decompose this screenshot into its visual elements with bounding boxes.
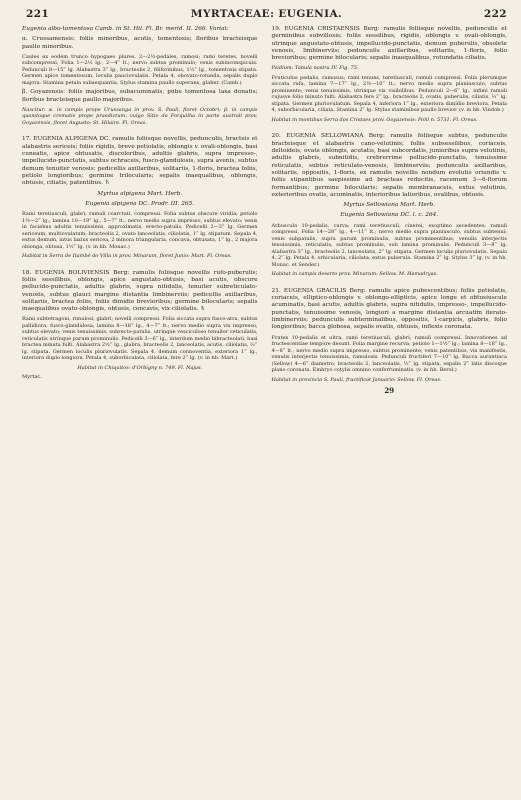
species-20-synonym-1: Myrtus Sellowiana Mart. Herb.	[343, 202, 436, 209]
right-column	[272, 26, 508, 395]
species-20-habitat: Habitat in campis deserto prov. Minarum: Sellow. M. Hamadryas.	[271, 271, 438, 278]
species-20-description: Arbuscula 10-pedalis, curva; rami teretiusculi, cinerei, exoptimo secedentes; ramuli compressi. Folia 14—28‴ lg., 4—11‴ lt.; nervo medio supra planiusculo, subtus subtenui; venis subpatulis, supra parum prominulis, subtus prominentibus; venulis interjectis tenuissimis, reticulatis, subtus prominulis, sub lamina prominulis. Pedunculi 3—8‴ lg. Alabastra 3‴ lg., bracteolis 2, lanceolatis, 2‴ lg. stipata. Germen loculis pluriovulatis. Sepala 4, 2‴ lg. Petala 4, orbicularia, ciliolata, extus puberula. Stamina 2‴ lg. Stylus 3‴ lg. (v. in hb. Monac. et Sender.)	[271, 222, 507, 268]
species-17-synonym-2: Eugenia alpigena DC. Prodr. III. 265.	[85, 200, 195, 207]
variety-alpha: α. Crussamensis: foliis minoribus, acutis, tomentosis; floribus bracteisque paullo minoribus.	[22, 36, 258, 50]
left-page-number: 221	[26, 8, 50, 20]
synonym-line: Eugenia albo-tomentosa Camb. in St. Hil. Fl. Br. merid. II. 266. Variat:	[22, 26, 229, 32]
species-17-diagnosis: 17. EUGENIA ALPIGENA DC. ramulis foliisque novellis, pedunculis, bracteis et alabastris sericeis; foliis rigidis, breve petiolatis, oblongis v. ovali-oblongis, basi cuneatis, apice obtusatis, discoloribus, adultis glabris, supra impresso-, impellucido-punctatis, subtus ochraceis, fusco-glandulosis, supra avenis, subtus demum tenuiter venosis; pedicellis axillaribus, solitariis, 1-floris, bractea foliis, petiolo longioribus; germine trilocularis; sepalis inaequalibus, oblongis, obtusis, ciliatis, patentibus. ♄	[22, 136, 258, 187]
species-18-diagnosis: 18. EUGENIA BOLIVIENSIS Berg: ramulis foliisque novellis rufo-puberulis; foliis sessilibus, oblongis, apice angustato-obtusis, basi acutis, obscure pellucido-punctatis, adultis glabris, supra nitidulis, tenuiter subreticulato-venosis, subtus glauci margine distantia limbinerviis; pedicellis axillaribus, solitariis, bractea foliis, foliis dimidio brevioribus; germine bilocularis; sepalis inaequalibus ovato-oblongis, obtusis, concavis, vix ciliolatis. ♄	[22, 269, 258, 313]
species-19-plate-ref: Psidium: Tabula nostra IV. Fig. 75.	[271, 65, 359, 72]
left-column	[22, 26, 258, 395]
species-21-habitat: Habitat in provincia S. Pauli, fructificat Januario: Sellow. Fl. Oreas.	[271, 376, 442, 383]
species-20-diagnosis: 20. EUGENIA SELLOWIANA Berg: ramulis foliisque subtus, pedunculis bracteisque et alabastris cano-velutinis; foliis subsessilibus, coriaceis, deltoideis, ovate oblongis, acutatis, basi subcordatis, junioribus supra velutinis, adultis glabris, subnitidis, crebrerrime pellucido-punctatis, tenuissime reticulatis, subtus reticulato-venosis, limbinerviis; pedunculis axillaribus, solitariis, oppositis, 1-floris, ex ramulis novellis nondum evolutis oriundis v. foliis stipantibus saepissime ad bracteas reducitis, racemum 3—6-florum formantibus; germine bilocularis; sepalis membranaceis, extus velutinis, exterioribus ovatis, acuminatis, interioribus latioribus, ovalibus, obtusis.	[271, 133, 507, 198]
running-title: MYRTACEAE: EUGENIA.	[190, 8, 343, 20]
species-21-description: Frutex 10-pedalis et ultra, rami teretiusculi, glabri; ramuli compressi. Innovationes ad fructescentiae tempore desunt. Folia margine recurva; petiolo 1—1½‴ lg.; lamina 8—18‴ lg., 4—8‴ lt.; nervo medio supra impresso, subtus prominente; venis patentibus, vix manifestis, venulis interjectis tenuissimis, ramulosis. Pedunculi fructiferi 7—10‴ lg. Bacca aurantiaca (Sellow) 4—6‴ diametro, bracteolis 2, lanceolatis, ⅓‴ lg. stipata, sepalis 2‴ latis discoque plano coronata. Embryo cotylis omnino conferruminatis. (v. in hb. Berol.)	[271, 334, 507, 374]
species-18-description: Rami subtetragoni, rimulosi, glabri; novelli compressi. Folia siccata supra fusco-atra, subtus pallidiora, fusco-glandulosa; lamina 8—18‴ lg., 4—7‴ lt.; nervo medio supra vix impresso, subtus elevato; venis tenuissimis, subrecto-patulis, utrinque vesciculoso tenuiter reticulatis, reticulatis utrinque parum prominulis. Pedicelli 3—6‴ lg., interdum medio bibracteolati, basi bractea minuta fulti. Alabastra 2½‴ lg., glabra, bracteolis 2, lanceolatis, acutis, ciliolatis, ⅓‴ lg. stipata. Germen loculis pluriovulatis. Sepala 4, demum connoventia, exteriora 1‴ lg., interiora duplo longiora. Petala 4, suborbiculata, ciliolata, fere 2‴ lg. (v. in hb. Mart.)	[22, 316, 258, 362]
species-20-synonym-2: Eugenia Sellowiana DC. l. c. 264.	[340, 212, 439, 219]
signature-mark: Myrtac.	[22, 374, 42, 381]
signature-number: 29	[384, 386, 395, 396]
variety-beta: β. Goyazensis: foliis majoribus, subacuminatis, pube tomentosa laxa donatis; floribus bracteisque paullo majoribus.	[22, 89, 258, 103]
text-columns	[22, 26, 507, 395]
species-19-description: Fruticulus pedalis, ramosus; rami tenues, teretiusculi, ramuli compressi. Folia plerumque siccata rufa, lamina 7—17‴ lg., 2½—10‴ lt.; nervo medio supra planiusculo, subtus prominente; venis tenuissimis, utrinque vix visibilibus. Pedunculi 2—6‴ lg., infimi ramuli cujusve folio minuto fulti. Alabastra fere 2‴ lg., bracteolis 2, ovatis, puberulis, ciliatis, ⅓‴ lg. stipata. Germen pluriovulatum. Sepala 4, inferiora 1‴ lg., exteriora dimidio breviora. Petala 4, suborbicularia, ciliata. Stamina 2‴ lg. Stylus staminibus paullo brevior. (v. in hb. Vindob.)	[271, 74, 507, 114]
running-header	[22, 8, 507, 22]
variety-alpha-description: Caules ex eodem trunco hypogaeo plures, 2—2½-pedales, ramosi; rami teretes, novelli subcompressi. Folia 1—2½ lg., 2—4‴ lt.; nervo subtus prominulo; venis subinconspicuis. Pedunculi 8—15‴ lg. Alabastra 3‴ lg., bracteolis 2, filiformibus, 1½‴ lg., tomentosis stipata. Germen apice tomentosum, loculis pauciovulatis. Petala 4, obovato-rotunda, sepalis duplo majora. Stamina petala subaequantia. Stylus stamina paullo superans, glaber. (Camb.)	[22, 53, 258, 86]
species-21-diagnosis: 21. EUGENIA GRACILIS Berg: ramulis apice pubescentibus; foliis petiolatis, coriaceis, elliptico-oblongis v. oblongo-ellipticis, apice longe et obtusiuscule acuminatis, basi acutis, adultis glabris, supra nitidulis, impresso-, impellucido-punctatis, tenuissime venosis, longiori a margine distantia arcuatim iterato-limbinerviis; pedunculis subterminalibus, oppositis, 1-carpicis, glabris, folio longioribus; bacca globosa, sepalis ovatis, obtusis, inflexis coronata.	[271, 287, 507, 331]
species-19-diagnosis: 19. EUGENIA CRISTAENSIS Berg: ramulis foliisque novellis, pedunculis et germinibus subvillosis; foliis sessilibus, rigidis, oblongis v. ovali-oblongis, utrinque angustato-obtusis, impellucido-punctatis, demum puberulis, obsolete venosis, limbinerviis; pedunculis axillaribus, solitariis, 1-floris, folio brevioribus; germine bilocularis; sepalis inaequalibus, rotundatis ciliatis.	[271, 26, 507, 62]
habitat-note: Nascitur: α. in campis prope Urussanga in prov. S. Pauli, floret Octobri; β. in campis quandoque crematis prope praedictum, vulgo Sitio da Forquilha in parte australi prov. Goyazensis, floret Augusto: St. Hilaire. Fl. Oreas.	[22, 106, 258, 126]
species-17-synonym-1: Myrtus alpigena Mart. Herb.	[97, 190, 183, 197]
species-17-habitat: Habitat in Serra de Itambé do Villa in prov. Minarum, floret Junio: Mart. Fl. Oreas.	[22, 253, 232, 260]
species-17-description: Rami teretiusculi, glabri; ramuli coarctati, compressi. Folia subtus obscure viridia; petiolo 1½—2‴ lg.; lamina 10—19‴ lg., 5—7‴ lt.; nervo medio supra impresso, subtus elevato; venis in faciebus adultis tenuissimis, approximatis, erecto-patulis. Pedicelli 2—3‴ lg. Germen sericeum, multiovulatum; bracteolis 2, ovato lanceolatis, ciliolatis, 1‴ lg. stipatum. Sepala 4, extus demum, intus laxius sericea, 2 minora triangularia, concava, obtusata, 1‴ lg., 2 majora oblonga, obtusa, 1½‴ lg. (v. in hb. Monac.)	[22, 211, 258, 250]
species-19-habitat: Habitat in montibus Serra dos Cristaes prov. Goyazensis: Pohl n. 5731. Fl. Oreas.	[271, 116, 478, 123]
right-page-number: 222	[483, 8, 507, 20]
species-18-habitat: Habitat in Chiquitos: d'Orbigny n. 749. Fl. Najas.	[77, 364, 203, 371]
